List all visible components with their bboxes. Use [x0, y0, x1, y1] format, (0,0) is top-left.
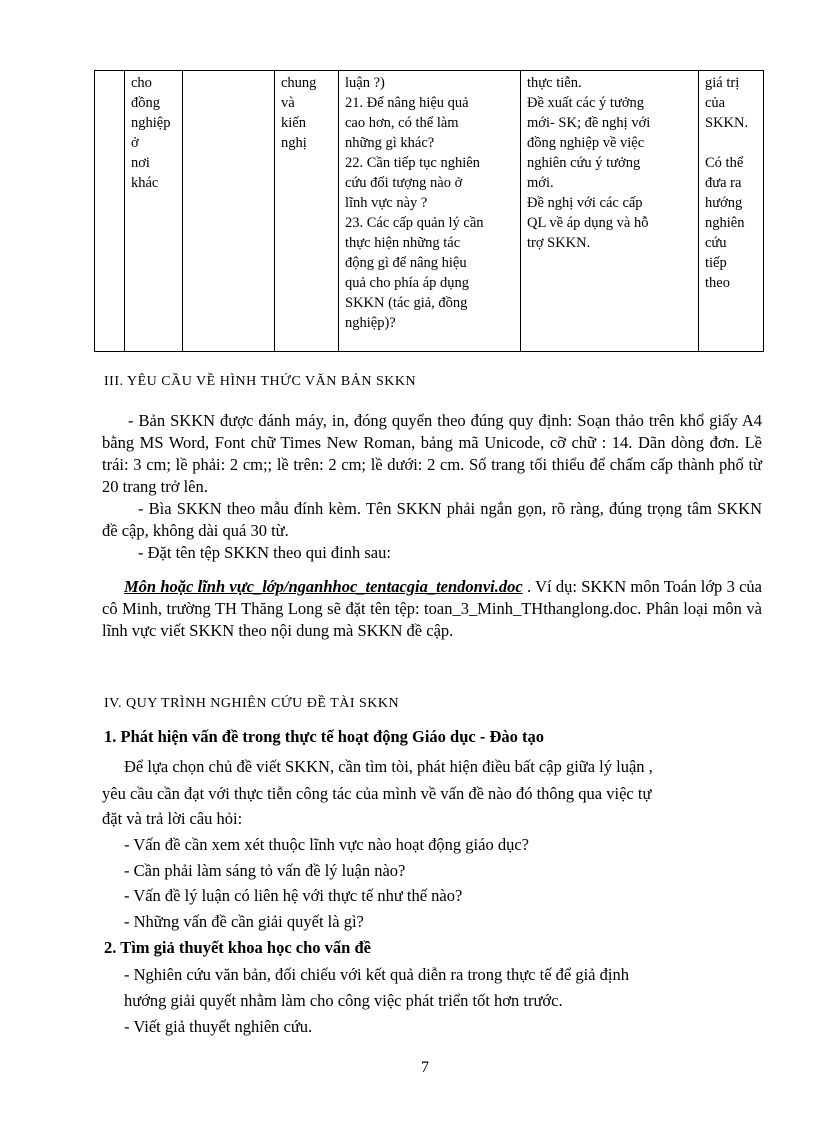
list-item: - Những vấn đề cần giải quyết là gì? [124, 912, 364, 931]
table-row [95, 71, 764, 352]
table-cell: cho đồng nghiệp ở nơi khác [125, 71, 183, 352]
paragraph: - Đặt tên tệp SKKN theo qui đinh sau: [138, 543, 391, 562]
table-cell: giá trị của SKKN. Có thể đưa ra hướng nghiên cứu tiếp theo [699, 71, 764, 352]
paragraph-line: yêu cầu cần đạt với thực tiễn công tác của mình về vấn đề nào đó thông qua việc tự [102, 784, 652, 803]
subheading: 1. Phát hiện vấn đề trong thực tế hoạt động Giáo dục - Đào tạo [104, 727, 544, 746]
paragraph-line: Để lựa chọn chủ đề viết SKKN, cần tìm tòi, phát hiện điều bất cập giữa lý luận , [124, 757, 653, 776]
skkn-table [94, 70, 764, 352]
paragraph-line: - Viết giả thuyết nghiên cứu. [124, 1017, 313, 1036]
page-number: 7 [421, 1059, 429, 1076]
file-name-format: Môn hoặc lĩnh vực_lớp/nganhhoc_tentacgia_tendonvi.doc [124, 577, 523, 596]
table-cell [95, 71, 125, 352]
table-cell: thực tiễn. Đề xuất các ý tưởng mới- SK; đề nghị với đồng nghiệp về việc nghiên cứu ý tưởng mới. Đề nghị với các cấp QL về áp dụng và hỗ trợ SKKN. [521, 71, 699, 352]
table-cell: chung và kiến nghị [275, 71, 339, 352]
table-cell: luận ?) 21. Để nâng hiệu quả cao hơn, có thể làm những gì khác? 22. Cần tiếp tục nghiên cứu đối tượng nào ở lĩnh vực này ? 23. Các cấp quản lý cần thực hiện những tác động gì để nâng hiệu quả cho phía áp dụng SKKN (tác giả, đồng nghiệp)? [339, 71, 521, 352]
section-heading: III. YÊU CẦU VỀ HÌNH THỨC VĂN BẢN SKKN [104, 374, 417, 389]
table-cell [183, 71, 275, 352]
paragraph: - Bản SKKN được đánh máy, in, đóng quyển theo đúng quy định: Soạn thảo trên khổ giấy A4 bằng MS Word, Font chữ Times New Roman, bảng mã Unicode, cỡ chữ : 14. Dãn dòng đơn. Lề trái: 3 cm; lề phải: 2 cm;; lề trên: 2 cm; lề dưới: 2 cm. Số trang tối thiểu để chấm cấp thành phố từ 20 trang trở lên. [102, 411, 762, 496]
paragraph-line: đặt và trả lời câu hỏi: [102, 809, 243, 828]
subheading: 2. Tìm giả thuyết khoa học cho vấn đề [104, 938, 371, 957]
paragraph: - Bìa SKKN theo mẫu đính kèm. Tên SKKN phải ngắn gọn, rõ ràng, đúng trọng tâm SKKN đề cập, không dài quá 30 từ. [102, 499, 762, 540]
section-heading: IV. QUY TRÌNH NGHIÊN CỨU ĐỀ TÀI SKKN [104, 696, 400, 711]
list-item: - Vấn đề cần xem xét thuộc lĩnh vực nào hoạt động giáo dục? [124, 835, 529, 854]
list-item: - Vấn đề lý luận có liên hệ với thực tế như thế nào? [124, 886, 463, 905]
paragraph-line: hướng giải quyết nhằm làm cho công việc phát triển tốt hơn trước. [124, 991, 563, 1010]
list-item: - Cần phải làm sáng tỏ vấn đề lý luận nào? [124, 861, 406, 880]
paragraph [102, 576, 762, 642]
paragraph-text: . Ví dụ: SKKN môn Toán lớp 3 của cô Minh, trường TH Thăng Long sẽ đặt tên tệp: toan_3_Minh_THthanglong.doc. Phân loại môn và lĩnh vực viết SKKN theo nội dung mà SKKN đề cập. [102, 577, 762, 640]
paragraph-line: - Nghiên cứu văn bản, đối chiếu với kết quả diễn ra trong thực tế để giả định [124, 965, 629, 984]
